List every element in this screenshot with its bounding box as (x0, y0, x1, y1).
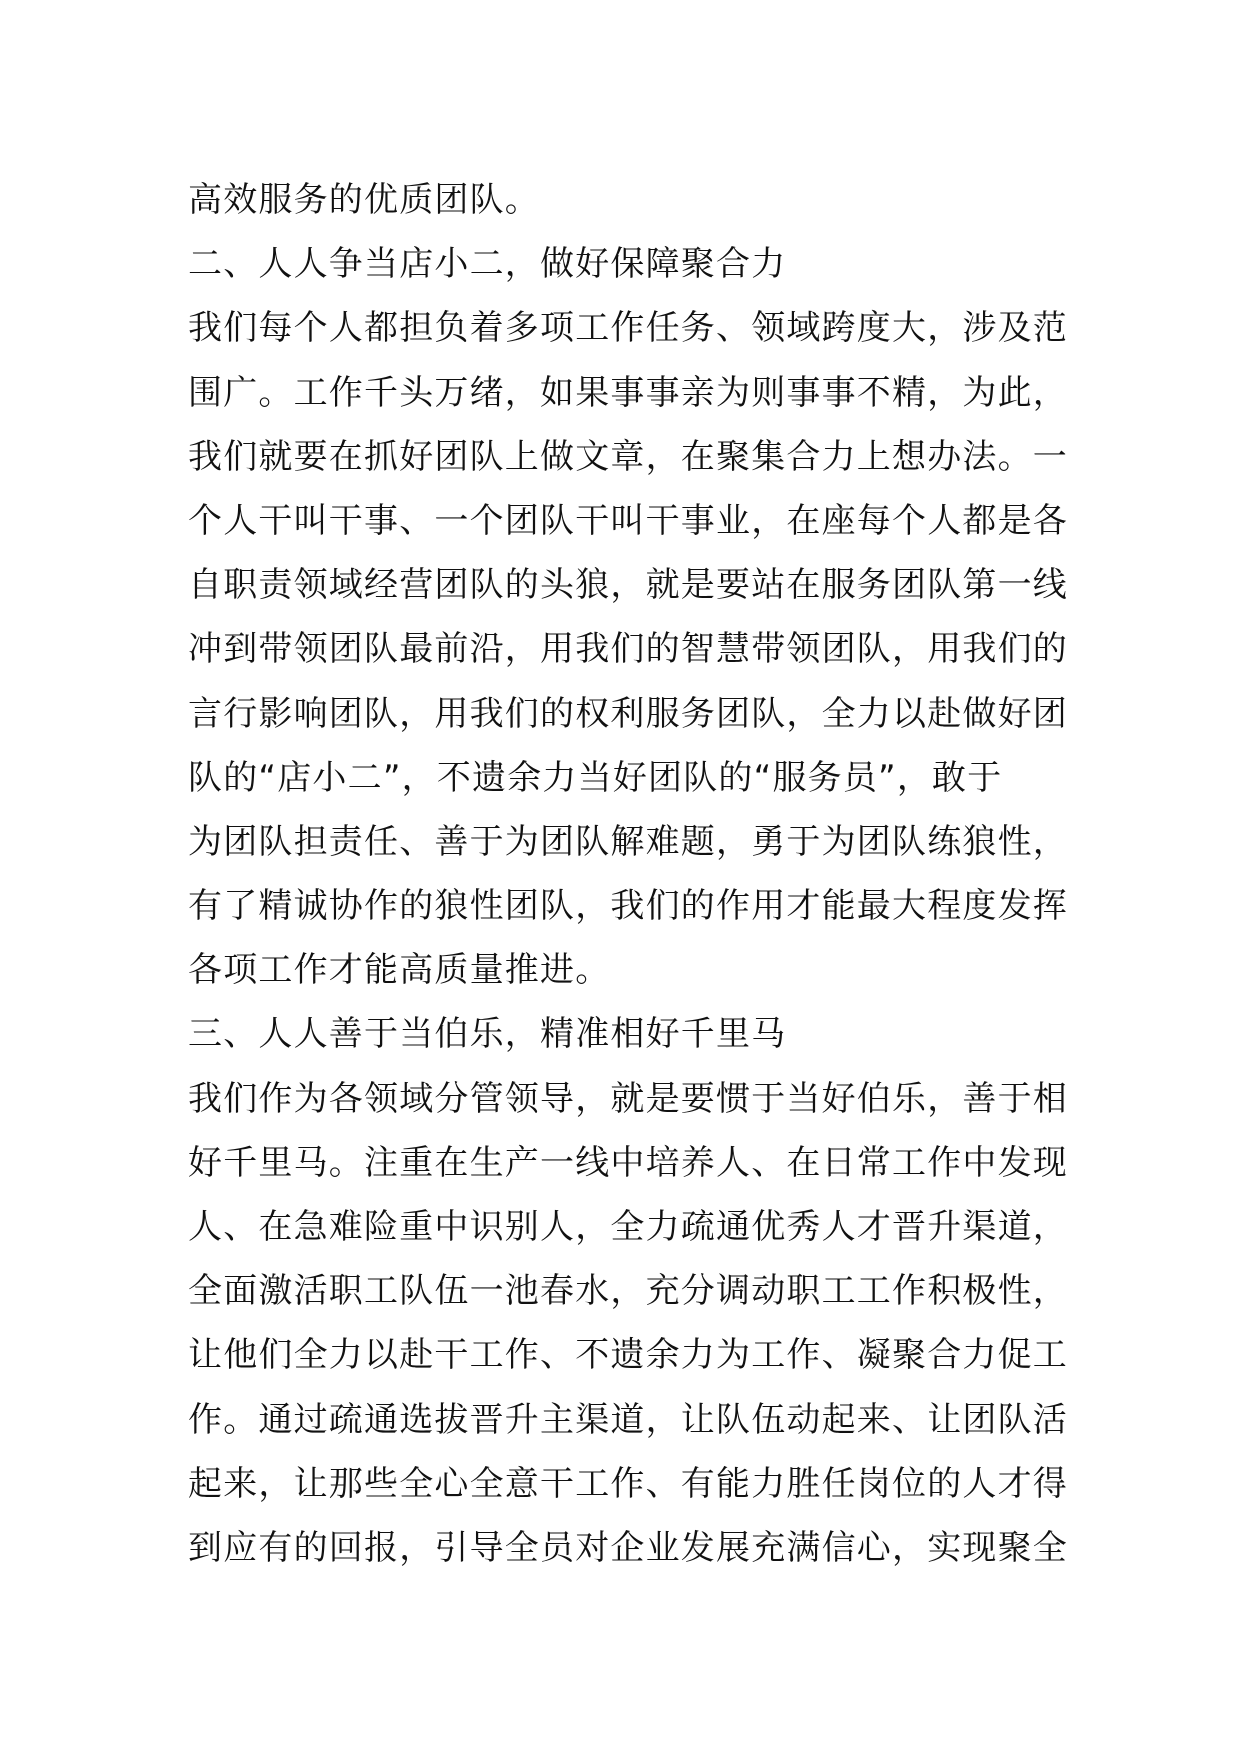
section-heading-2: 二、人人争当店小二，做好保障聚合力 (188, 244, 787, 285)
text-line: 个人干叫干事、一个团队干叫干事业，在座每个人都是各 (188, 500, 1068, 541)
text-line: 让他们全力以赴干工作、不遗余力为工作、凝聚合力促工 (188, 1335, 1068, 1376)
text-line: 队的“店小二”，不遗余力当好团队的“服务员”，敢于 (188, 757, 1003, 798)
text-line: 各项工作才能高质量推进。 (188, 950, 611, 991)
text-line: 作。通过疏通选拔晋升主渠道，让队伍动起来、让团队活 (188, 1399, 1068, 1440)
section-heading-3: 三、人人善于当伯乐，精准相好千里马 (188, 1014, 787, 1055)
text-line: 围广。工作千头万绪，如果事事亲为则事事不精，为此， (188, 372, 1068, 413)
text-line: 有了精诚协作的狼性团队，我们的作用才能最大程度发挥 (188, 886, 1068, 927)
text-line: 自职责领域经营团队的头狼，就是要站在服务团队第一线 (188, 565, 1068, 606)
text-line: 我们每个人都担负着多项工作任务、领域跨度大，涉及范 (188, 308, 1068, 349)
text-line: 好千里马。注重在生产一线中培养人、在日常工作中发现 (188, 1142, 1068, 1183)
text-line: 我们作为各领域分管领导，就是要惯于当好伯乐，善于相 (188, 1078, 1068, 1119)
body-text (188, 168, 1068, 1580)
text-line: 起来，让那些全心全意干工作、有能力胜任岗位的人才得 (188, 1463, 1068, 1504)
text-line: 为团队担责任、善于为团队解难题，勇于为团队练狼性， (188, 821, 1068, 862)
text-line: 人、在急难险重中识别人，全力疏通优秀人才晋升渠道， (188, 1207, 1068, 1247)
text-line: 冲到带领团队最前沿，用我们的智慧带领团队，用我们的 (188, 629, 1068, 670)
text-line: 言行影响团队，用我们的权利服务团队，全力以赴做好团 (188, 693, 1068, 734)
text-line: 高效服务的优质团队。 (188, 180, 540, 220)
text-line: 到应有的回报，引导全员对企业发展充满信心，实现聚全 (188, 1527, 1068, 1568)
text-line: 全面激活职工队伍一池春水，充分调动职工工作积极性， (188, 1271, 1068, 1312)
text-line: 我们就要在抓好团队上做文章，在聚集合力上想办法。一 (188, 436, 1068, 477)
